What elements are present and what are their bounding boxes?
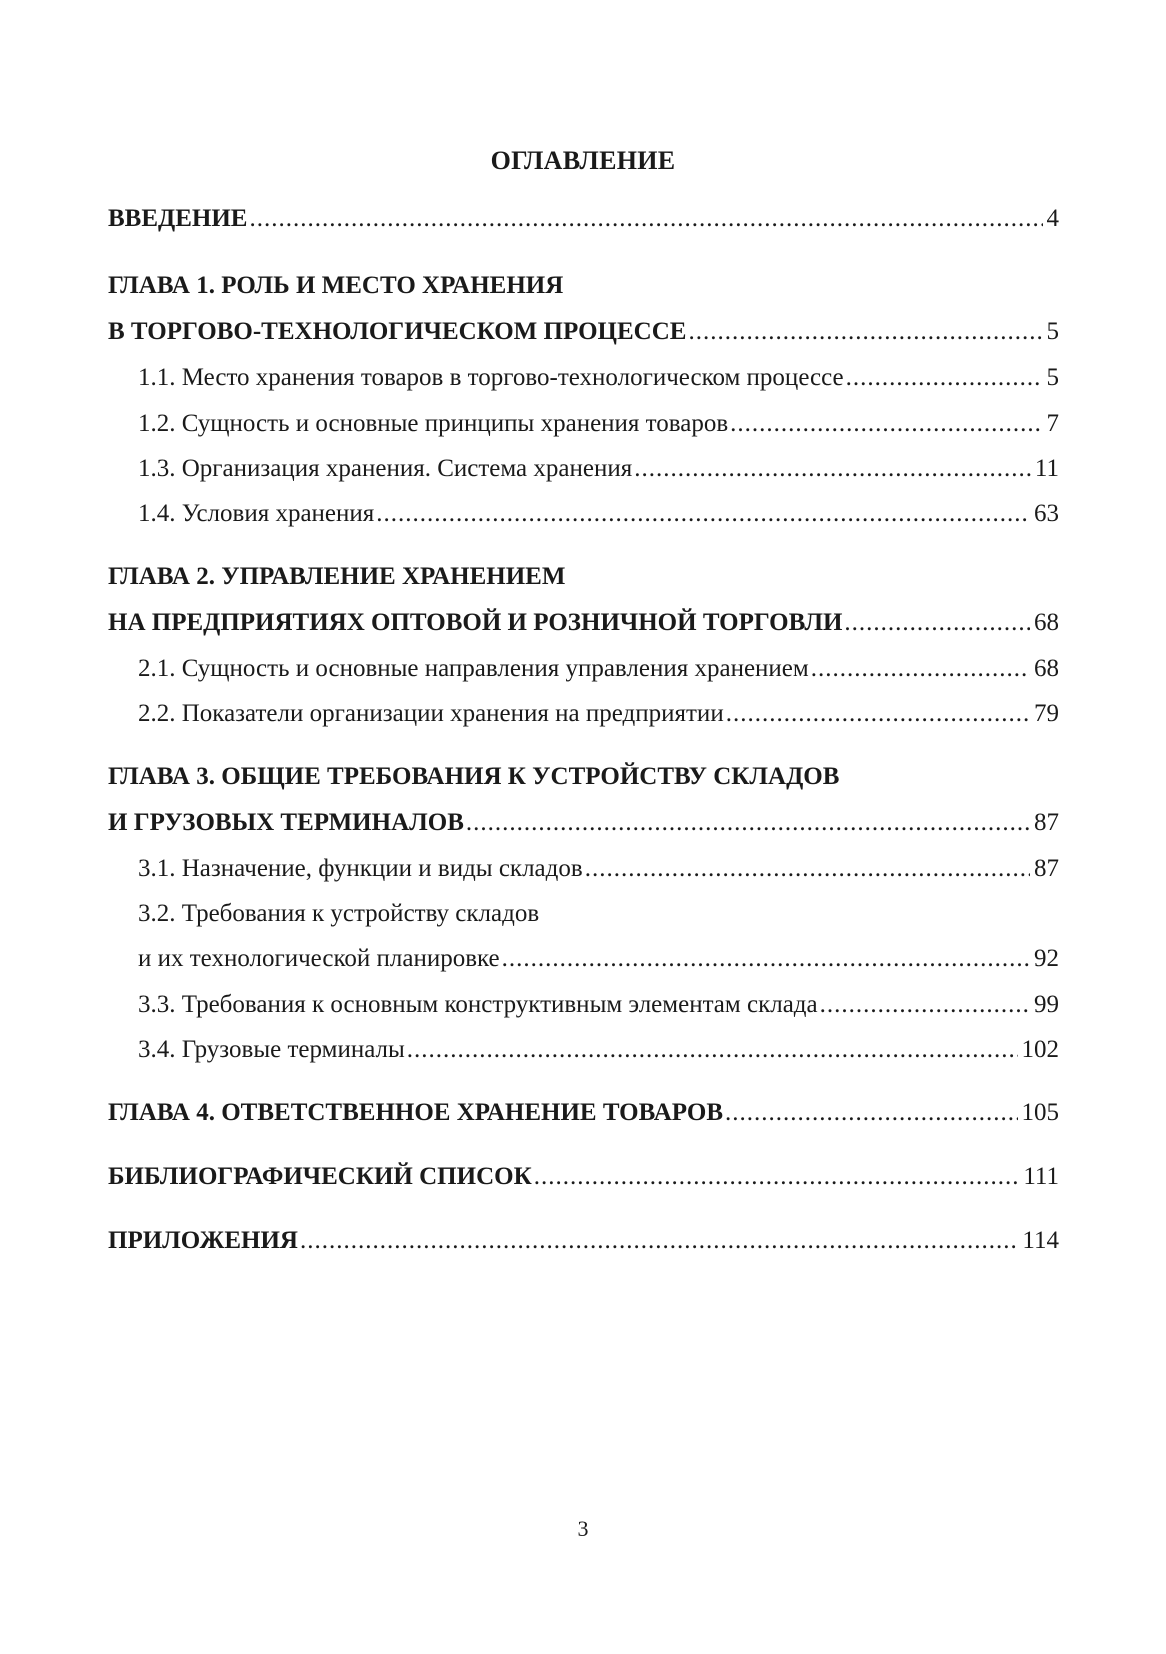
- toc-entry-label: ПРИЛОЖЕНИЯ: [108, 1227, 298, 1254]
- dot-leader: [844, 606, 1030, 640]
- toc-entry-page: 102: [1021, 1036, 1059, 1063]
- toc-section-3-2[interactable]: [138, 942, 1059, 976]
- toc-entry-page: 92: [1034, 945, 1059, 972]
- toc-entry-page: 11: [1034, 455, 1059, 482]
- toc-section-3-3[interactable]: [138, 988, 1059, 1022]
- toc-entry-label: 1.2. Сущность и основные принципы хранения товаров: [138, 410, 729, 437]
- toc-chapter-2[interactable]: [108, 606, 1059, 640]
- toc-entry-label: БИБЛИОГРАФИЧЕСКИЙ СПИСОК: [108, 1163, 532, 1190]
- toc-entry-label: ГЛАВА 2. УПРАВЛЕНИЕ ХРАНЕНИЕМ: [108, 563, 566, 590]
- dot-leader: [502, 942, 1030, 976]
- toc-section-1-4[interactable]: [138, 497, 1059, 531]
- dot-leader: [726, 697, 1030, 731]
- toc-section-1-3[interactable]: [138, 452, 1059, 486]
- dot-leader: [376, 497, 1030, 531]
- toc-chapter-1[interactable]: [108, 315, 1059, 349]
- toc-entry-label: 2.2. Показатели организации хранения на предприятии: [138, 700, 724, 727]
- toc-entry-label: ГЛАВА 4. ОТВЕТСТВЕННОЕ ХРАНЕНИЕ ТОВАРОВ: [108, 1099, 724, 1126]
- toc-entry-page: 114: [1022, 1227, 1059, 1254]
- toc-section-3-1[interactable]: [138, 852, 1059, 886]
- dot-leader: [300, 1224, 1018, 1258]
- toc-entry-label: 2.1. Сущность и основные направления управления хранением: [138, 655, 809, 682]
- toc-entry-label: 3.4. Грузовые терминалы: [138, 1036, 405, 1063]
- toc-entry-label: ГЛАВА 1. РОЛЬ И МЕСТО ХРАНЕНИЯ: [108, 272, 564, 299]
- dot-leader: [585, 852, 1030, 886]
- toc-title: ОГЛАВЛЕНИЕ: [490, 146, 676, 175]
- dot-leader: [534, 1160, 1020, 1194]
- toc-section-1-1[interactable]: [138, 361, 1059, 395]
- dot-leader: [466, 806, 1030, 840]
- toc-entry-label: 3.1. Назначение, функции и виды складов: [138, 855, 583, 882]
- toc-chapter-3-heading[interactable]: [108, 760, 1059, 794]
- dot-leader: [846, 361, 1043, 395]
- dot-leader: [407, 1033, 1018, 1067]
- toc-entry-page: 87: [1034, 855, 1059, 882]
- toc-section-2-2[interactable]: [138, 697, 1059, 731]
- toc-entry-label: И ГРУЗОВЫХ ТЕРМИНАЛОВ: [108, 809, 464, 836]
- toc-chapter-2-heading[interactable]: [108, 560, 1059, 594]
- toc-entry-label: 3.3. Требования к основным конструктивным элементам склада: [138, 991, 818, 1018]
- dot-leader: [688, 315, 1042, 349]
- toc-entry-page: 79: [1034, 700, 1059, 727]
- toc-entry-label: 1.4. Условия хранения: [138, 500, 375, 527]
- toc-entry-label: НА ПРЕДПРИЯТИЯХ ОПТОВОЙ И РОЗНИЧНОЙ ТОРГОВЛИ: [108, 609, 843, 636]
- toc-entry-page: 68: [1034, 655, 1059, 682]
- toc-chapter-3[interactable]: [108, 806, 1059, 840]
- toc-entry-page: 99: [1034, 991, 1059, 1018]
- toc-entry-page: 4: [1046, 205, 1059, 232]
- toc-section-1-2[interactable]: [138, 407, 1059, 441]
- toc-chapter-1-heading[interactable]: [108, 269, 1059, 303]
- toc-appendices[interactable]: [108, 1224, 1059, 1258]
- toc-entry-page: 105: [1021, 1099, 1059, 1126]
- toc-entry-introduction[interactable]: [108, 202, 1059, 236]
- dot-leader: [634, 452, 1031, 486]
- toc-entry-page: 111: [1023, 1163, 1059, 1190]
- dot-leader: [820, 988, 1030, 1022]
- toc-entry-label: В ТОРГОВО-ТЕХНОЛОГИЧЕСКОМ ПРОЦЕССЕ: [108, 318, 687, 345]
- toc-entry-page: 63: [1034, 500, 1059, 527]
- toc-entry-page: 87: [1034, 809, 1059, 836]
- toc-entry-label: 3.2. Требования к устройству складов: [138, 900, 540, 927]
- toc-section-2-1[interactable]: [138, 652, 1059, 686]
- toc-bibliography[interactable]: [108, 1160, 1059, 1194]
- toc-entry-page: 5: [1046, 364, 1059, 391]
- toc-entry-label: и их технологической планировке: [138, 945, 500, 972]
- toc-section-3-2-heading[interactable]: [138, 897, 1059, 931]
- dot-leader: [811, 652, 1030, 686]
- page-number: 3: [577, 1516, 589, 1541]
- toc-section-3-4[interactable]: [138, 1033, 1059, 1067]
- toc-entry-label: ГЛАВА 3. ОБЩИЕ ТРЕБОВАНИЯ К УСТРОЙСТВУ СКЛАДОВ: [108, 763, 840, 790]
- dot-leader: [725, 1096, 1017, 1130]
- toc-entry-label: ВВЕДЕНИЕ: [108, 205, 248, 232]
- toc-entry-label: 1.3. Организация хранения. Система хранения: [138, 455, 633, 482]
- toc-entry-label: 1.1. Место хранения товаров в торгово-технологическом процессе: [138, 364, 844, 391]
- dot-leader: [730, 407, 1042, 441]
- toc-chapter-4[interactable]: [108, 1096, 1059, 1130]
- toc-entry-page: 5: [1046, 318, 1059, 345]
- toc-entry-page: 7: [1046, 410, 1059, 437]
- toc-entry-page: 68: [1034, 609, 1059, 636]
- dot-leader: [249, 202, 1042, 236]
